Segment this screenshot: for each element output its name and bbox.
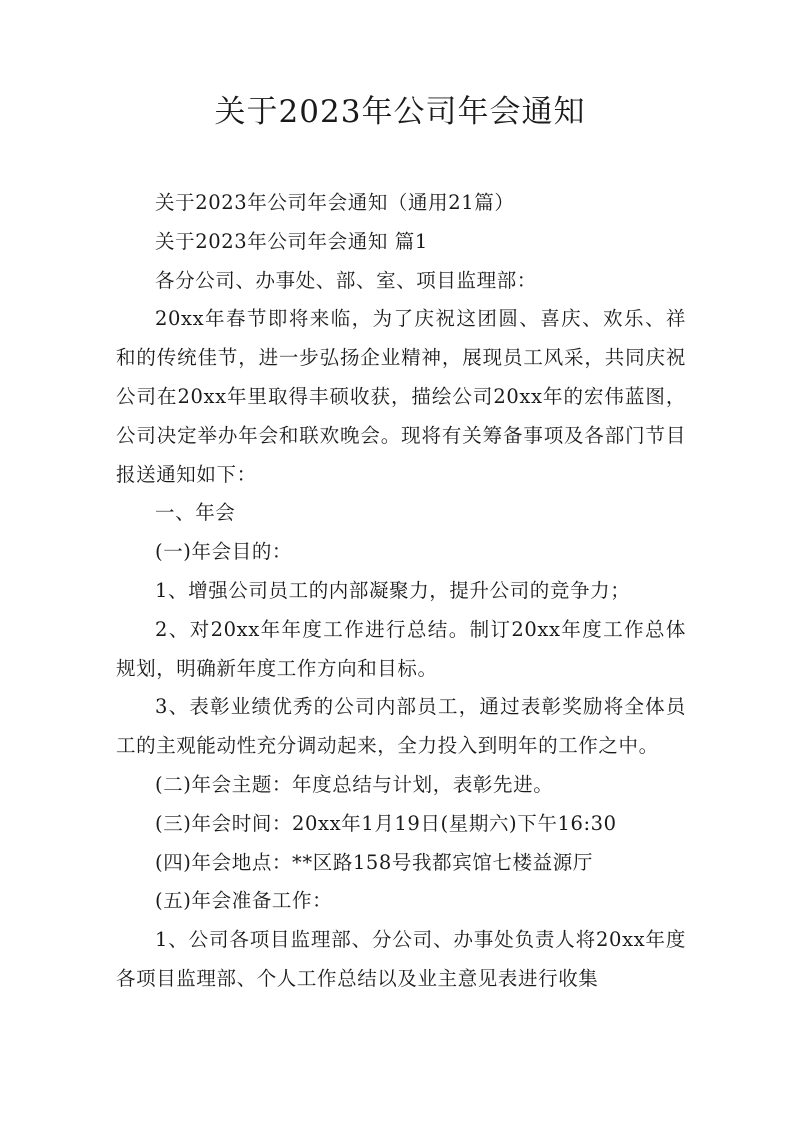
- subsection-location: (四)年会地点：**区路158号我都宾馆七楼益源厅: [155, 850, 593, 874]
- subsection-purpose: (一)年会目的：: [155, 540, 293, 564]
- preparation-item-1: 1、公司各项目监理部、分公司、办事处负责人将20xx年度各项目监理部、个人工作总结以及业主意见表进行收集: [116, 928, 686, 990]
- purpose-item-1: 1、增强公司员工的内部凝聚力，提升公司的竞争力；: [155, 578, 631, 602]
- paragraph-salutation: 各分公司、办事处、部、室、项目监理部：: [155, 268, 537, 292]
- document-title: 关于2023年公司年会通知: [214, 94, 586, 130]
- subsection-theme: (二)年会主题：年度总结与计划，表彰先进。: [155, 772, 554, 796]
- paragraph-article-heading: 关于2023年公司年会通知 篇1: [155, 229, 428, 253]
- subsection-preparation: (五)年会准备工作：: [155, 889, 333, 913]
- paragraph-intro: 20xx年春节即将来临，为了庆祝这团圆、喜庆、欢乐、祥和的传统佳节，进一步弘扬企业精神，展现员工风采，共同庆祝公司在20xx年里取得丰硕收获，描绘公司20xx年的宏伟蓝图，公司决定举办年会和联欢晚会。现将有关筹备事项及各部门节目报送通知如下：: [116, 307, 686, 486]
- purpose-item-2: 2、对20xx年年度工作进行总结。制订20xx年度工作总体规划，明确新年度工作方向和目标。: [116, 617, 686, 680]
- purpose-item-3: 3、表彰业绩优秀的公司内部员工，通过表彰奖励将全体员工的主观能动性充分调动起来，全力投入到明年的工作之中。: [116, 695, 686, 758]
- paragraph-subtitle: 关于2023年公司年会通知（通用21篇）: [155, 191, 515, 214]
- section-heading-annual-meeting: 一、年会: [155, 501, 236, 525]
- document-body: [116, 184, 686, 999]
- subsection-time: (三)年会时间：20xx年1月19日(星期六)下午16:30: [155, 811, 617, 835]
